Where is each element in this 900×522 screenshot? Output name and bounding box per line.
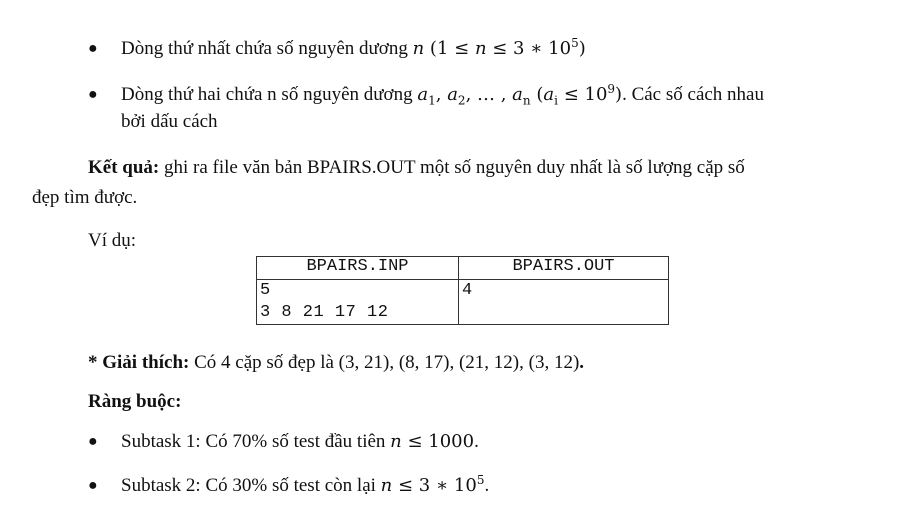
table-input-cell <box>257 280 459 325</box>
output-value-line: 4 <box>462 281 473 300</box>
example-table <box>256 256 669 325</box>
input-value-line: 3 8 21 17 12 <box>260 303 389 322</box>
result-label: Kết quả: <box>88 157 160 178</box>
table-output-cell <box>459 280 669 325</box>
input-value-line: 5 <box>260 281 271 300</box>
array-formula: $a_1$, $a_2$, … , $a_n$ $(a_i \le 10^9)$ <box>417 82 623 108</box>
subtask-2: Subtask 2: Có 30% số test còn lại n ≤ 3 ∗ $10^5$. <box>121 473 490 496</box>
table-header-out: BPAIRS.OUT <box>459 257 669 280</box>
subtask-1: Subtask 1: Có 70% số test đầu tiên n ≤ 1000. <box>121 431 479 452</box>
input-line-2: Dòng thứ hai chứa n số nguyên dương $a_1$, $a_2$, … , $a_n$ $(a_i \le 10^9)$. Các số cách nhau <box>121 82 764 108</box>
bullet-icon: ● <box>88 477 98 494</box>
result-continuation: đẹp tìm được. <box>32 187 138 208</box>
result-line: Kết quả: ghi ra file văn bản BPAIRS.OUT một số nguyên duy nhất là số lượng cặp số <box>88 157 745 178</box>
bullet-icon: ● <box>88 433 98 450</box>
explanation-label: * Giải thích: <box>88 352 190 373</box>
table-header-inp: BPAIRS.INP <box>257 257 459 280</box>
explanation-line: * Giải thích: Có 4 cặp số đẹp là (3, 21), (8, 17), (21, 12), (3, 12). <box>88 352 585 373</box>
input-line-2-continuation: bởi dấu cách <box>121 111 218 132</box>
example-label: Ví dụ: <box>88 230 137 251</box>
constraints-label: Ràng buộc: <box>88 391 182 412</box>
bullet-icon: ● <box>88 40 98 57</box>
input-line-1: Dòng thứ nhất chứa số nguyên dương n (1 ≤ n ≤ 3 ∗ $10^5$) <box>121 36 586 59</box>
bullet-icon: ● <box>88 86 98 103</box>
n-range-formula: n (1 ≤ n ≤ 3 ∗ $10^5$) <box>412 36 586 59</box>
